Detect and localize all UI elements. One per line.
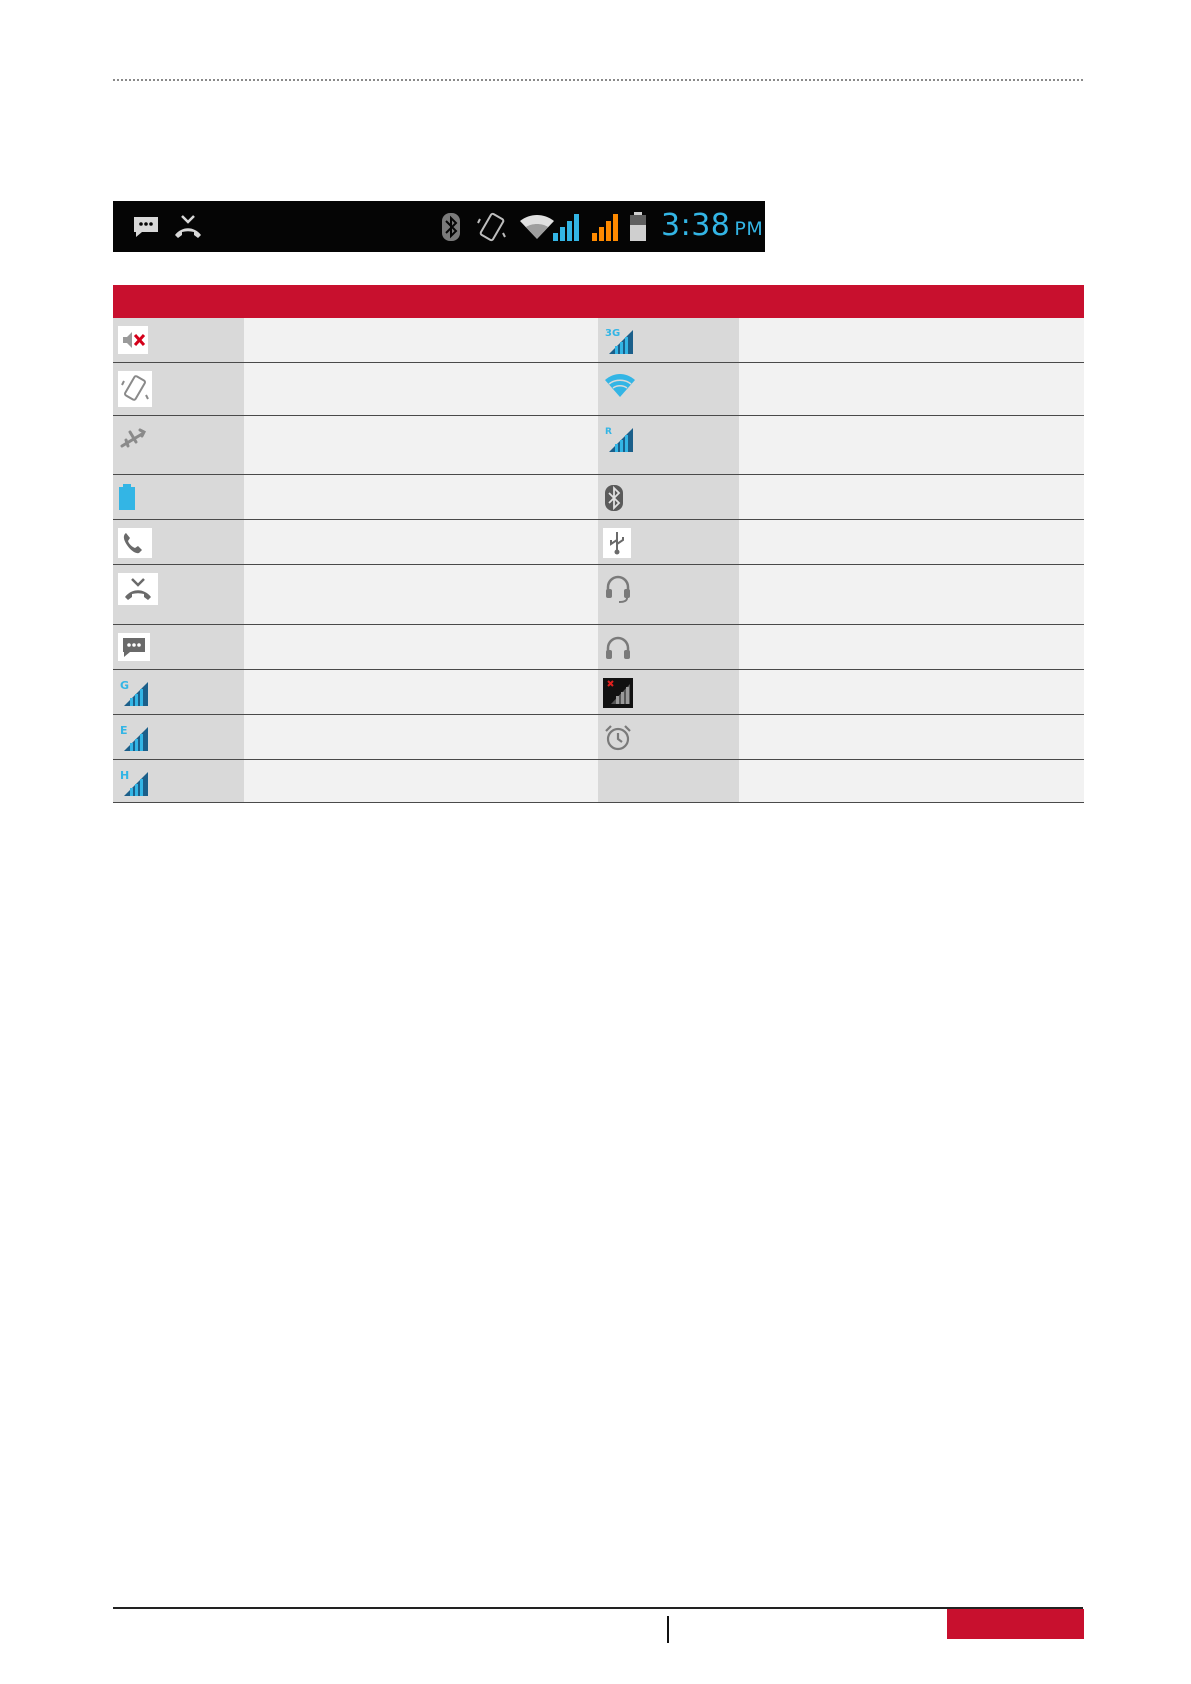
table-row xyxy=(113,624,1084,669)
table-header-row xyxy=(113,285,1084,318)
icon-cell xyxy=(598,415,739,474)
gprs-signal-icon xyxy=(118,678,150,708)
mute-icon xyxy=(118,326,148,354)
description-cell xyxy=(739,318,1084,362)
table-row xyxy=(113,474,1084,519)
status-time: 3:38 PM xyxy=(661,208,764,243)
missed-call-icon xyxy=(118,573,158,605)
description-cell xyxy=(739,474,1084,519)
icon-cell xyxy=(113,474,244,519)
message-icon xyxy=(118,633,150,661)
signal-orange-icon xyxy=(589,211,621,243)
footer-rule xyxy=(113,1607,1083,1609)
description-cell xyxy=(739,519,1084,564)
icon-cell xyxy=(113,318,244,362)
icon-cell xyxy=(113,362,244,415)
status-bar xyxy=(113,201,765,252)
bluetooth-icon xyxy=(603,483,625,513)
description-cell xyxy=(244,669,598,714)
description-cell xyxy=(739,714,1084,759)
icon-cell xyxy=(598,624,739,669)
description-cell xyxy=(244,318,598,362)
icon-cell xyxy=(598,759,739,802)
description-cell xyxy=(244,564,598,624)
svg-text:R: R xyxy=(605,426,612,437)
icon-cell xyxy=(598,669,739,714)
call-icon xyxy=(118,528,152,558)
description-cell xyxy=(244,519,598,564)
description-cell xyxy=(244,362,598,415)
alarm-icon xyxy=(603,723,633,753)
3g-signal-icon xyxy=(603,326,635,356)
svg-text:E: E xyxy=(120,723,128,737)
missed-call-icon xyxy=(172,211,204,243)
status-icon-table xyxy=(113,285,1084,803)
description-cell xyxy=(244,415,598,474)
wifi-icon xyxy=(603,371,637,399)
icon-cell xyxy=(598,564,739,624)
headset-icon xyxy=(603,573,633,603)
description-cell xyxy=(244,624,598,669)
table-row xyxy=(113,669,1084,714)
description-cell xyxy=(244,714,598,759)
icon-cell xyxy=(598,714,739,759)
icon-cell xyxy=(113,519,244,564)
edge-signal-icon xyxy=(118,723,150,753)
footer-divider xyxy=(667,1616,669,1643)
airplane-mode-icon xyxy=(118,424,148,454)
table-header-cell xyxy=(598,285,739,318)
vibrate-icon xyxy=(476,211,508,243)
status-ampm: PM xyxy=(734,218,764,240)
headphones-icon xyxy=(603,633,633,661)
icon-cell xyxy=(113,714,244,759)
table-row xyxy=(113,564,1084,624)
description-cell xyxy=(739,759,1084,802)
icon-cell xyxy=(598,474,739,519)
description-cell xyxy=(739,624,1084,669)
battery-icon xyxy=(628,211,648,243)
table-header-cell xyxy=(739,285,1084,318)
battery-icon xyxy=(117,483,137,511)
table-header-cell xyxy=(113,285,244,318)
description-cell xyxy=(739,669,1084,714)
svg-text:3G: 3G xyxy=(605,328,621,339)
description-cell xyxy=(739,415,1084,474)
icon-cell xyxy=(113,624,244,669)
svg-text:H: H xyxy=(120,768,130,782)
description-cell xyxy=(244,759,598,802)
icon-cell xyxy=(598,519,739,564)
usb-icon xyxy=(603,528,631,558)
message-icon xyxy=(130,211,162,243)
roaming-signal-icon xyxy=(603,424,635,454)
description-cell xyxy=(739,564,1084,624)
table-row xyxy=(113,318,1084,362)
icon-cell xyxy=(598,318,739,362)
icon-cell xyxy=(113,759,244,802)
svg-text:G: G xyxy=(120,678,130,692)
bluetooth-icon xyxy=(435,211,467,243)
table-row xyxy=(113,519,1084,564)
signal-icon xyxy=(550,211,582,243)
table-row xyxy=(113,415,1084,474)
footer-accent-block xyxy=(947,1609,1084,1639)
icon-cell xyxy=(113,669,244,714)
description-cell xyxy=(244,474,598,519)
no-signal-icon xyxy=(603,678,633,708)
header-dotted-rule xyxy=(113,79,1083,81)
table-row xyxy=(113,714,1084,759)
table-row xyxy=(113,362,1084,415)
table-row xyxy=(113,759,1084,802)
icon-cell xyxy=(598,362,739,415)
hspa-signal-icon xyxy=(118,768,150,798)
icon-cell xyxy=(113,564,244,624)
vibrate-icon xyxy=(118,371,152,407)
icon-cell xyxy=(113,415,244,474)
description-cell xyxy=(739,362,1084,415)
table-header-cell xyxy=(244,285,598,318)
